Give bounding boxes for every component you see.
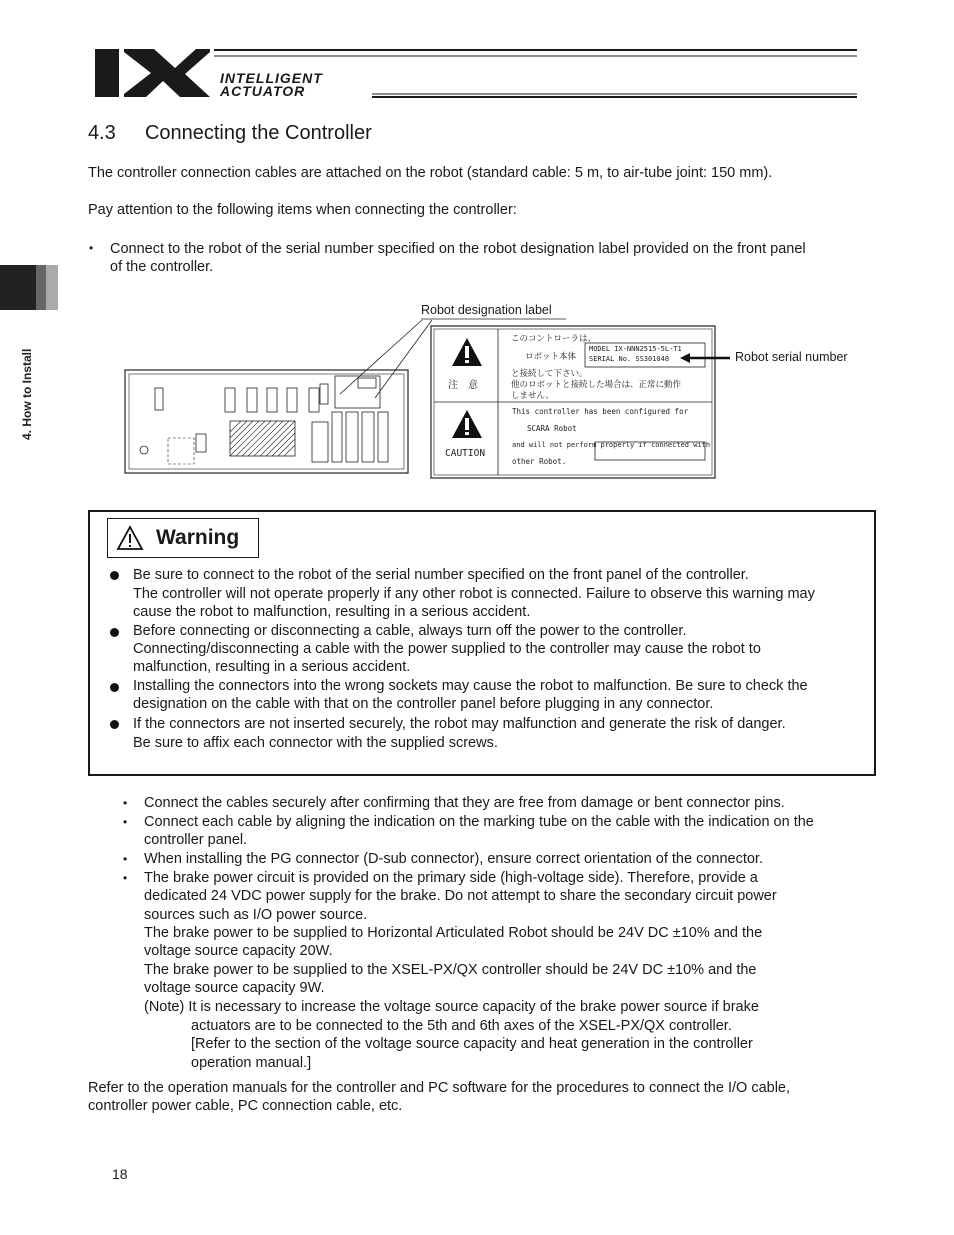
page-number: 18 <box>112 1166 128 1182</box>
warning-1-line-3: cause the robot to malfunction, resulting in a serious accident. <box>133 604 531 620</box>
section-number: 4.3 <box>88 122 116 144</box>
label-en-line1: This controller has been configured for <box>512 407 689 416</box>
note-bullet-2-line-2: controller panel. <box>144 832 248 848</box>
label-en-robot: SCARA Robot <box>527 424 577 433</box>
note-bullet-4-line-1: The brake power circuit is provided on the primary side (high-voltage side). Therefore, provide a <box>144 870 758 886</box>
warning-1-line-2: The controller will not operate properly if any other robot is connected. Failure to observe this warning may <box>133 586 815 602</box>
note-bullet-4-line-2: dedicated 24 VDC power supply for the brake. Do not attempt to share the secondary circuit power <box>144 888 777 904</box>
label-jp-title: このコントローラは、 <box>511 334 597 344</box>
warning-2-line-2: Connecting/disconnecting a cable with the power supplied to the controller may cause the robot to <box>133 641 761 657</box>
side-tab-light <box>46 265 58 310</box>
note-bullet-4-line-4: The brake power to be supplied to Horizontal Articulated Robot should be 24V DC ±10% and the <box>144 925 763 941</box>
warning-bullet <box>110 571 119 580</box>
warning-title-box <box>107 518 259 558</box>
warning-triangle-icon <box>116 525 144 551</box>
note-line-1: (Note) It is necessary to increase the voltage source capacity of the brake power source if brake <box>144 999 759 1015</box>
warning-1-line-1: Be sure to connect to the robot of the serial number specified on the front panel of the controller. <box>133 567 749 583</box>
bullet-mark: • <box>123 815 128 829</box>
intro-paragraph-2: Pay attention to the following items when connecting the controller: <box>88 202 517 218</box>
controller-front-panel <box>125 370 408 473</box>
label-jp-robot: ロボット本体 <box>525 352 577 362</box>
bullet-mark: • <box>89 241 94 255</box>
ix-logo <box>92 46 862 102</box>
callout-serial-number: Robot serial number <box>735 350 848 364</box>
note-bullet-3: When installing the PG connector (D-sub connector), ensure correct orientation of the connector. <box>144 851 763 867</box>
label-en-line3: and will not perform properly if connected with <box>512 441 711 449</box>
label-chuui: 注 意 <box>448 380 478 391</box>
label-jp-line3: と接続して下さい。 <box>511 369 588 379</box>
label-jp-line4: 他のロボットと接続した場合は、正常に動作 <box>511 380 682 390</box>
warning-2-line-3: malfunction, resulting in a serious accident. <box>133 659 411 675</box>
brand-text <box>220 72 323 98</box>
note-line-2: actuators are to be connected to the 5th and 6th axes of the XSEL-PX/QX controller. <box>191 1018 732 1034</box>
section-heading <box>88 122 372 145</box>
controller-figure <box>120 318 740 483</box>
brand-line-1: INTELLIGENT <box>220 70 323 86</box>
label-serial: SERIAL No. SS301048 <box>589 355 670 363</box>
bullet-mark: • <box>123 796 128 810</box>
closing-line-2: controller power cable, PC connection cable, etc. <box>88 1098 403 1114</box>
warning-3-line-2: designation on the cable with that on the controller panel before plugging in any connector. <box>133 696 714 712</box>
warning-title: Warning <box>156 526 240 549</box>
note-bullet-4-line-3: sources such as I/O power source. <box>144 907 368 923</box>
warning-2-line-1: Before connecting or disconnecting a cable, always turn off the power to the controller. <box>133 623 687 639</box>
side-tab-dark <box>0 265 36 310</box>
note-bullet-4-line-7: voltage source capacity 9W. <box>144 980 325 996</box>
note-bullet-4-line-6: The brake power to be supplied to the XSEL-PX/QX controller should be 24V DC ±10% and the <box>144 962 757 978</box>
warning-bullet <box>110 683 119 692</box>
closing-line-1: Refer to the operation manuals for the controller and PC software for the procedures to connect the I/O cable, <box>88 1080 791 1096</box>
warning-4-line-2: Be sure to affix each connector with the supplied screws. <box>133 735 498 751</box>
label-jp-line5: しません。 <box>511 391 555 401</box>
label-en-line4: other Robot. <box>512 457 567 466</box>
section-title: Connecting the Controller <box>144 122 372 144</box>
intro-bullet-line-2: of the controller. <box>110 259 214 275</box>
warning-3-line-1: Installing the connectors into the wrong sockets may cause the robot to malfunction. Be sure to check the <box>133 678 808 694</box>
note-line-4: operation manual.] <box>191 1055 312 1071</box>
warning-4-line-1: If the connectors are not inserted securely, the robot may malfunction and generate the risk of danger. <box>133 716 786 732</box>
note-bullet-4-line-5: voltage source capacity 20W. <box>144 943 333 959</box>
warning-bullet <box>110 720 119 729</box>
intro-bullet-line-1: Connect to the robot of the serial number specified on the robot designation label provided on the front panel <box>110 241 806 257</box>
note-line-3: [Refer to the section of the voltage source capacity and heat generation in the controller <box>191 1036 753 1052</box>
warning-bullet <box>110 628 119 637</box>
side-tab-label: 4. How to Install <box>20 348 34 440</box>
bullet-mark: • <box>123 871 128 885</box>
bullet-mark: • <box>123 852 128 866</box>
label-model: MODEL IX-NNN2515-5L-T1 <box>589 345 682 353</box>
intro-paragraph-1: The controller connection cables are attached on the robot (standard cable: 5 m, to air-tube joint: 150 mm). <box>88 165 773 181</box>
side-tab-mid <box>36 265 46 310</box>
note-bullet-1: Connect the cables securely after confirming that they are free from damage or bent connector pins. <box>144 795 785 811</box>
note-bullet-2-line-1: Connect each cable by aligning the indication on the marking tube on the cable with the indication on the <box>144 814 814 830</box>
brand-line-2: ACTUATOR <box>220 83 306 99</box>
label-caution: CAUTION <box>445 448 486 459</box>
callout-designation-label: Robot designation label <box>421 303 552 317</box>
